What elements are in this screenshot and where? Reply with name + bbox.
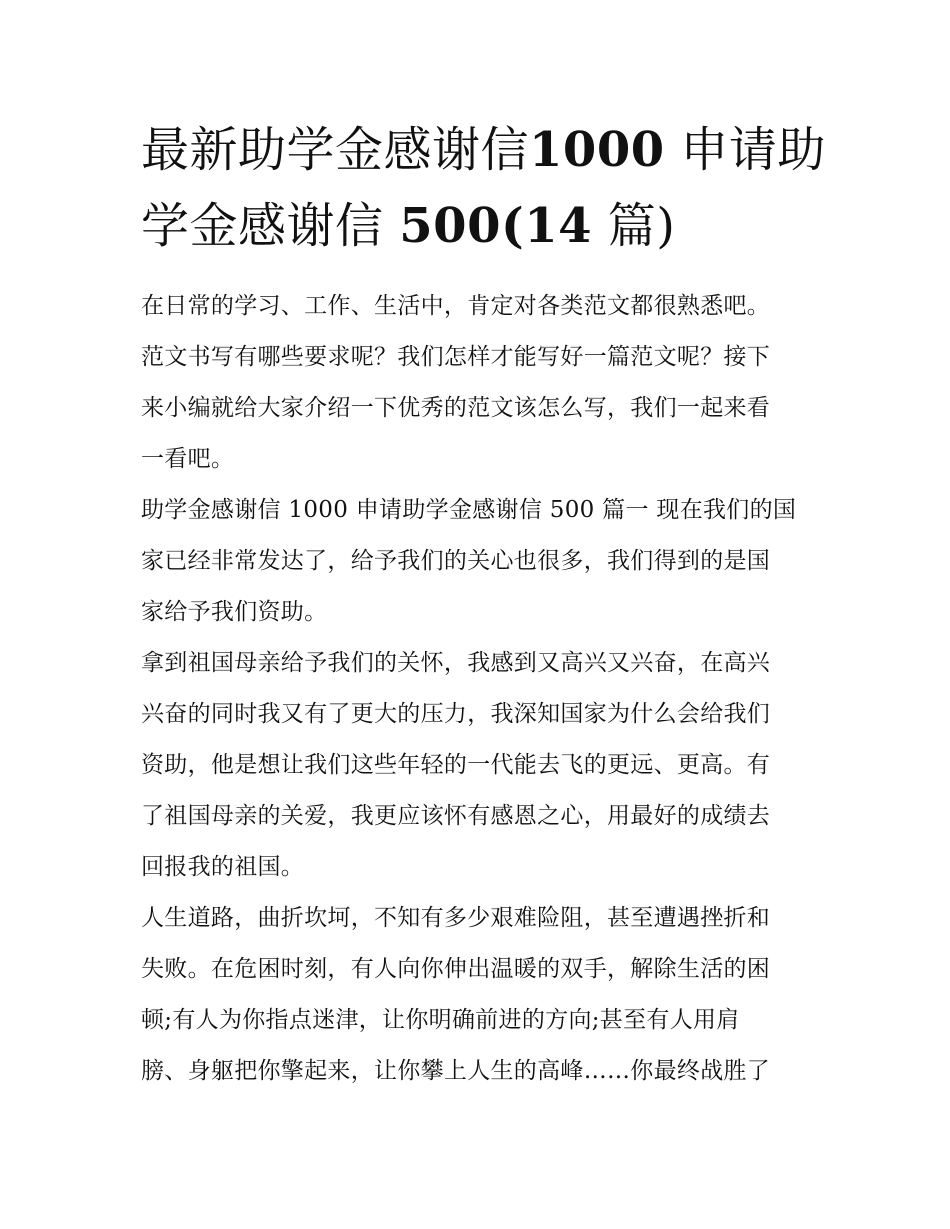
paragraph-gratitude [141,638,816,893]
paragraph-intro [141,281,816,485]
paragraph-life-road [141,893,816,1097]
title-text: 篇) [607,198,676,254]
text-line: 了祖国母亲的关爱，我更应该怀有感恩之心，用最好的成绩去 [141,803,771,829]
text-line: 家已经非常发达了，给予我们的关心也很多，我们得到的是国 [141,548,771,574]
text-line: 资助，他是想让我们这些年轻的一代能去飞的更远、更高。有 [141,752,771,778]
text-line: 回报我的祖国。 [141,854,305,880]
paragraph-section-one [141,485,816,638]
text-line: 拿到祖国母亲给予我们的关怀，我感到又高兴又兴奋，在高兴 [141,650,771,676]
text-line: 家给予我们资助。 [141,599,328,625]
text-line: 助学金感谢信 1000 申请助学金感谢信 500 篇一 现在我们的国 [141,497,797,523]
title-text: 最新助学金感谢信 [141,122,530,178]
text-line: 兴奋的同时我又有了更大的压力，我深知国家为什么会给我们 [141,701,771,727]
title-number: 1000 [529,122,665,178]
title-line [141,188,816,264]
text-line: 范文书写有哪些要求呢？我们怎样才能写好一篇范文呢？接下 [141,344,771,370]
text-line: 一看吧。 [141,446,235,472]
text-line: 失败。在危困时刻，有人向你伸出温暖的双手，解除生活的困 [141,956,771,982]
text-line: 人生道路，曲折坎坷，不知有多少艰难险阻，甚至遭遇挫折和 [141,905,771,931]
document-content [141,112,826,1097]
title-line [141,112,826,188]
text-line: 膀、身躯把你擎起来，让你攀上人生的高峰……你最终战胜了 [141,1058,771,1084]
title-text: 学金感谢信 [141,198,384,254]
title-text: 申请助 [680,122,826,178]
text-line: 顿;有人为你指点迷津，让你明确前进的方向;甚至有人用肩 [141,1007,740,1033]
text-line: 在日常的学习、工作、生活中，肯定对各类范文都很熟悉吧。 [141,293,771,319]
document-body [141,281,816,1097]
title-number: 500(14 [399,198,592,254]
text-line: 来小编就给大家介绍一下优秀的范文该怎么写，我们一起来看 [141,395,771,421]
document-title [141,112,826,264]
